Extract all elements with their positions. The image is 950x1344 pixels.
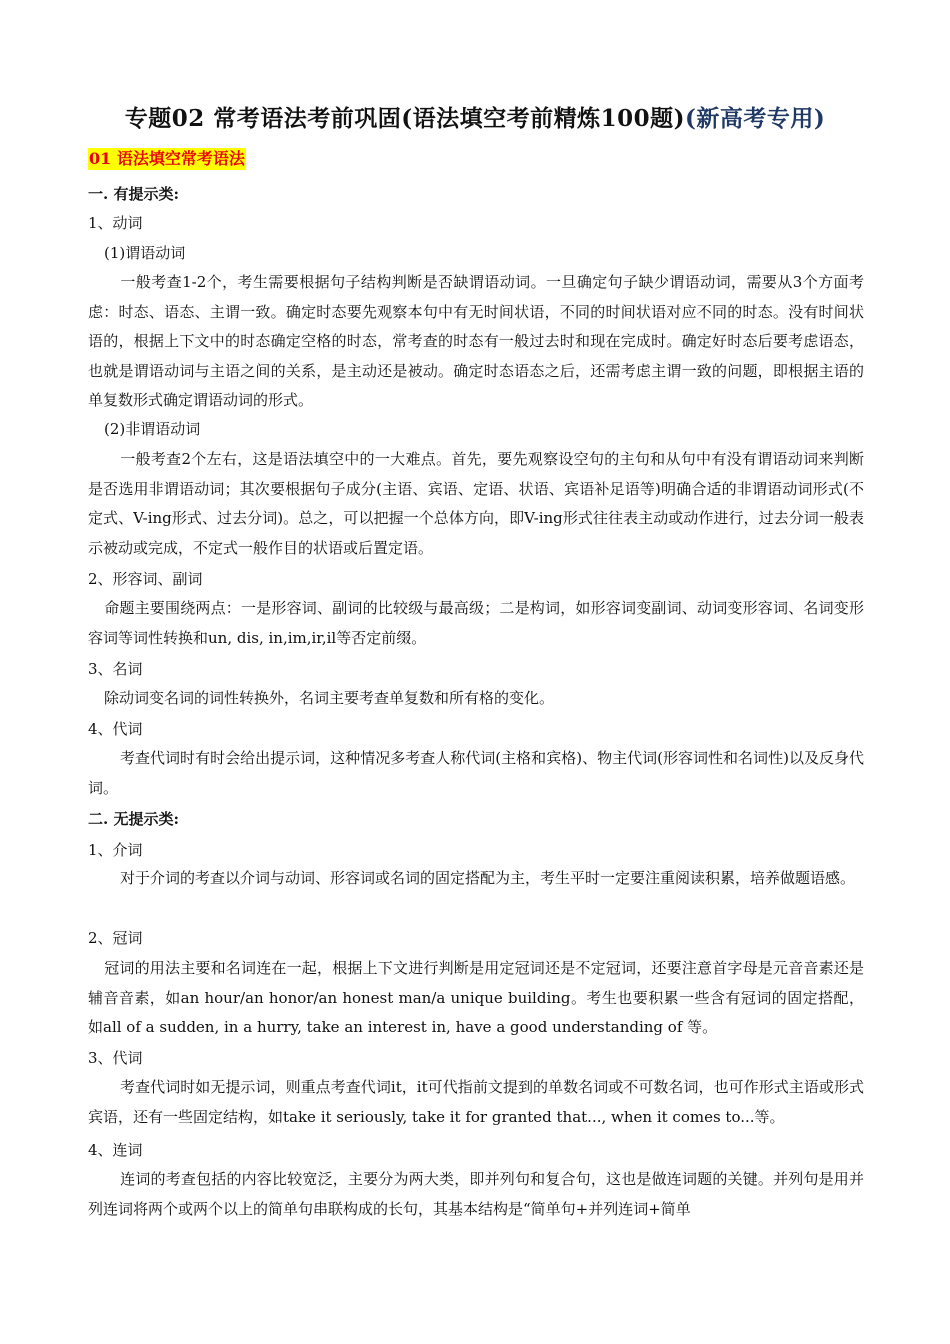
part1-heading: 一. 有提示类: <box>88 185 179 203</box>
adj-text: 命题主要围绕两点：一是形容词、副词的比较级与最高级；二是构词，如形容词变副词、动词变形容词、名词变形容词等词性转换和un, dis, in,im,ir,il等否定前缀。 <box>88 599 864 647</box>
verb-sub2-text: 一般考查2个左右，这是语法填空中的一大难点。首先，要先观察设空句的主句和从句中有没有谓语动词来判断是否选用非谓语动词；其次要根据句子成分(主语、宾语、定语、状语、宾语补足语等)明确合适的非谓语动词形式(不定式、V-ing形式、过去分词)。总之，可以把握一个总体方向，即V-ing形式往往表主动或动作进行，过去分词一般表示被动或完成，不定式一般作目的状语或后置定语。 <box>88 450 864 557</box>
verb-sub1-heading: (1)谓语动词 <box>104 244 186 262</box>
prep-text: 对于介词的考查以介词与动词、形容词或名词的固定搭配为主，考生平时一定要注重阅读积累，培养做题语感。 <box>120 869 856 887</box>
pron-text: 考查代词时有时会给出提示词，这种情况多考查人称代词(主格和宾格)、物主代词(形容词性和名词性)以及反身代词。 <box>88 749 864 797</box>
title-highlight: (新高考专用) <box>685 105 826 132</box>
part2-heading: 二. 无提示类: <box>88 810 179 828</box>
conj-heading: 4、连词 <box>88 1141 143 1159</box>
verb-sub2-paragraph <box>88 445 864 563</box>
conj-paragraph <box>88 1165 864 1224</box>
pron2-paragraph <box>88 1073 864 1132</box>
pron2-text: 考查代词时如无提示词，则重点考查代词it，it可代指前文提到的单数名词或不可数名词，也可作形式主语或形式宾语，还有一些固定结构，如take it seriously, take it for granted that..., when it comes to...等。 <box>88 1078 864 1126</box>
pron2-heading: 3、代词 <box>88 1049 143 1067</box>
article-paragraph <box>88 954 864 1043</box>
noun-text: 除动词变名词的词性转换外，名词主要考查单复数和所有格的变化。 <box>104 689 555 707</box>
noun-paragraph <box>88 684 864 714</box>
verb-heading: 1、动词 <box>88 214 143 232</box>
adj-heading: 2、形容词、副词 <box>88 570 203 588</box>
adj-paragraph <box>88 594 864 653</box>
verb-sub1-text: 一般考查1-2个，考生需要根据句子结构判断是否缺谓语动词。一旦确定句子缺少谓语动词，需要从3个方面考虑：时态、语态、主谓一致。确定时态要先观察本句中有无时间状语，不同的时间状语对应不同的时态。没有时间状语的，根据上下文中的时态确定空格的时态，常考查的时态有一般过去时和现在完成时。确定好时态后要考虑语态，也就是谓语动词与主语之间的关系，是主动还是被动。确定时态语态之后，还需考虑主谓一致的问题，即根据主语的单复数形式确定谓语动词的形式。 <box>88 273 864 409</box>
article-heading: 2、冠词 <box>88 929 143 947</box>
pron-paragraph <box>88 744 864 803</box>
prep-paragraph <box>88 864 864 894</box>
conj-text: 连词的考查包括的内容比较宽泛，主要分为两大类，即并列句和复合句，这也是做连词题的关键。并列句是用并列连词将两个或两个以上的简单句串联构成的长句，其基本结构是“简单句+并列连词+简单 <box>88 1170 864 1218</box>
prep-heading: 1、介词 <box>88 841 143 859</box>
verb-sub2-heading: (2)非谓语动词 <box>104 420 201 438</box>
verb-sub1-paragraph <box>88 268 864 416</box>
noun-heading: 3、名词 <box>88 660 143 678</box>
document-title <box>0 100 950 133</box>
title-main: 专题02 常考语法考前巩固(语法填空考前精炼100题) <box>124 105 686 132</box>
article-text: 冠词的用法主要和名词连在一起，根据上下文进行判断是用定冠词还是不定冠词，还要注意首字母是元音音素还是辅音音素，如an hour/an honor/an honest man/a unique building。考生也要积累一些含有冠词的固定搭配，如all of a sudden, in a hurry, take an interest in, have a good understanding of 等。 <box>88 959 864 1036</box>
section-label: 01 语法填空常考语法 <box>89 149 245 168</box>
pron-heading: 4、代词 <box>88 720 143 738</box>
